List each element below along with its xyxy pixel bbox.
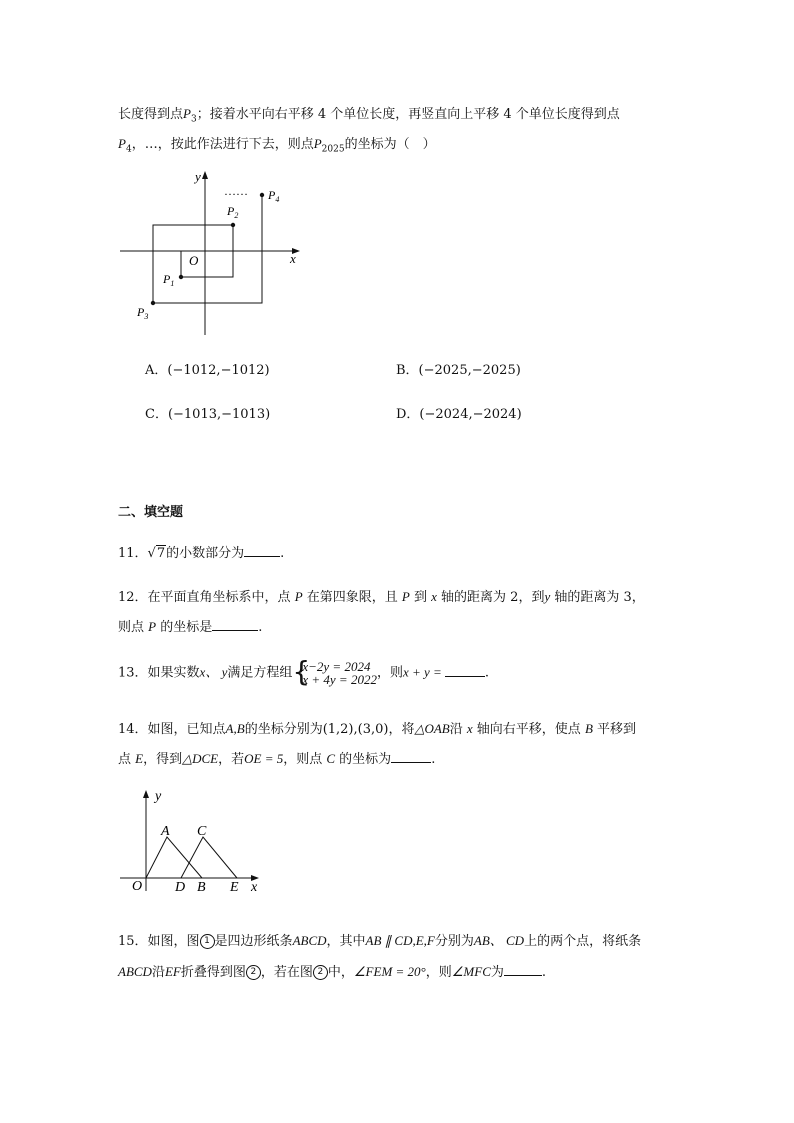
continuation-dots: ……: [224, 184, 248, 198]
triangle-oab: [146, 837, 202, 878]
question-13: 13．如果实数x、 y满足方程组 { x−2y = 2024 x + 4y = 2022 ，则x + y = .: [118, 655, 489, 688]
equation-system: { x−2y = 2024 x + 4y = 2022: [292, 655, 377, 688]
y-arrow: [202, 171, 208, 179]
point-p3: [151, 301, 155, 305]
circled-1: 1: [200, 934, 215, 949]
label-b: B: [197, 880, 206, 895]
label-e: E: [230, 880, 239, 895]
label-c: C: [197, 824, 207, 839]
q14-answer-blank[interactable]: [391, 750, 431, 763]
q11-num: 11．: [118, 546, 148, 561]
q10-sub: 2025: [321, 144, 345, 155]
q15-answer-blank[interactable]: [504, 963, 542, 976]
q10-point-p: P: [183, 106, 191, 121]
question-15-line-1: 15．如图，图 1 是四边形纸条ABCD，其中AB ∥ CD,E,F分别为AB、 CD上的两个点，将纸条: [118, 933, 642, 949]
origin-label: O: [189, 253, 199, 268]
q10-sub: 3: [190, 114, 197, 125]
q10-point-p: P: [118, 136, 126, 151]
y-label: y: [195, 169, 201, 184]
sqrt-symbol: √7: [147, 546, 166, 561]
q11-answer-blank[interactable]: [244, 544, 280, 557]
q11-text: 的小数部分为: [166, 546, 245, 561]
equation-1: x−2y = 2024: [302, 659, 371, 674]
section-title: 二、填空题: [118, 505, 184, 520]
point-p1: [179, 275, 183, 279]
question-12-line-2: 则点 P 的坐标是 .: [118, 619, 263, 635]
q13-answer-blank[interactable]: [445, 664, 485, 677]
x-label: x: [290, 251, 296, 266]
circled-2: 2: [246, 965, 261, 980]
spiral-path: [153, 195, 262, 303]
label-a: A: [161, 824, 170, 839]
p3-label: $P_3$: [137, 305, 149, 321]
question-15-line-2: ABCD沿EF折叠得到图 2 ，若在图 2 中，∠FEM = 20°，则∠MFC为 .: [118, 964, 547, 980]
y-label: y: [155, 789, 162, 804]
y-arrow: [143, 790, 149, 798]
label-o: O: [132, 879, 143, 894]
q10-sub: 4: [125, 144, 132, 155]
question-11: 11．√7的小数部分为 .: [118, 546, 285, 561]
p2-label: $P_2$: [227, 204, 239, 220]
q14-figure: [115, 785, 270, 895]
p4-label: $P_4$: [268, 188, 280, 204]
q10-line-1: [118, 103, 620, 125]
label-d: D: [175, 880, 186, 895]
triangle-dce: [181, 837, 237, 878]
option-d[interactable]: D．(−2024,−2024): [396, 407, 522, 422]
q10-text: ；接着水平向右平移 4 个单位长度，再竖直向上平移 4 个单位长度得到点: [196, 107, 620, 122]
option-c[interactable]: C．(−1013,−1013): [145, 407, 271, 422]
x-label: x: [251, 880, 258, 895]
q10-text: 的坐标为（ ）: [344, 137, 436, 152]
point-p4: [260, 193, 264, 197]
q10-point-p: P: [313, 136, 322, 151]
p1-label: $P_1$: [163, 272, 175, 288]
q10-line-2: [118, 133, 436, 155]
option-a[interactable]: A．(−1012,−1012): [145, 363, 270, 378]
question-14-line-2: 点 E，得到△DCE，若OE = 5，则点 C 的坐标为 .: [118, 751, 436, 767]
q10-figure: [118, 165, 318, 340]
q10-text: 长度得到点: [118, 107, 184, 122]
q10-text: ，…，按此作法进行下去，则点: [131, 137, 314, 152]
point-p2: [231, 223, 235, 227]
option-b[interactable]: B．(−2025,−2025): [396, 363, 521, 378]
question-12-line-1: 12．在平面直角坐标系中，点 P 在第四象限，且 P 到 x 轴的距离为 2，到y 轴的距离为 3，: [118, 589, 645, 605]
question-14-line-1: 14．如图，已知点A,B的坐标分别为(1,2),(3,0)，将△OAB沿 x 轴向右平移，使点 B 平移到: [118, 721, 637, 737]
circled-2: 2: [313, 965, 328, 980]
equation-2: x + 4y = 2022: [302, 672, 377, 687]
q12-answer-blank[interactable]: [212, 618, 258, 631]
